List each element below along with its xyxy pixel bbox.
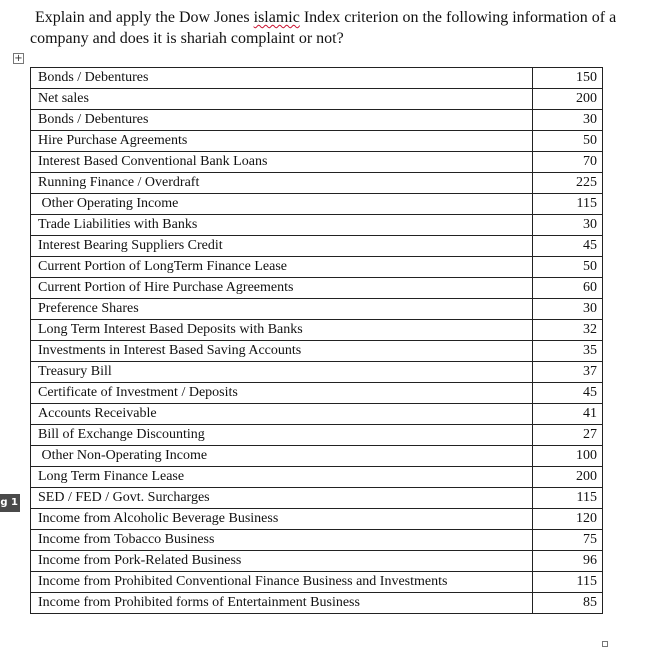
table-row: [31, 509, 603, 530]
table-row: [31, 110, 603, 131]
table-row: [31, 194, 603, 215]
row-label[interactable]: Income from Prohibited forms of Entertainment Business: [31, 593, 533, 614]
row-amount[interactable]: 45: [533, 383, 603, 404]
table-row: [31, 278, 603, 299]
row-label[interactable]: Other Non-Operating Income: [31, 446, 533, 467]
row-amount[interactable]: 85: [533, 593, 603, 614]
row-label[interactable]: Hire Purchase Agreements: [31, 131, 533, 152]
row-amount[interactable]: 200: [533, 467, 603, 488]
row-amount[interactable]: 75: [533, 530, 603, 551]
table-row: [31, 257, 603, 278]
question-after: Index criterion on the following information of a company and does it is shariah complaint or not?: [30, 9, 617, 47]
financial-table: [30, 67, 603, 614]
row-label[interactable]: Certificate of Investment / Deposits: [31, 383, 533, 404]
table-row: [31, 488, 603, 509]
table-row: [31, 173, 603, 194]
row-label[interactable]: Accounts Receivable: [31, 404, 533, 425]
table-row: [31, 551, 603, 572]
table-row: [31, 530, 603, 551]
row-label[interactable]: Interest Bearing Suppliers Credit: [31, 236, 533, 257]
row-label[interactable]: Income from Pork-Related Business: [31, 551, 533, 572]
row-label[interactable]: Long Term Finance Lease: [31, 467, 533, 488]
row-amount[interactable]: 30: [533, 299, 603, 320]
question-text: [30, 7, 660, 49]
row-amount[interactable]: 115: [533, 194, 603, 215]
table-row: [31, 131, 603, 152]
row-amount[interactable]: 120: [533, 509, 603, 530]
row-label[interactable]: Treasury Bill: [31, 362, 533, 383]
table-row: [31, 425, 603, 446]
row-label[interactable]: Current Portion of Hire Purchase Agreements: [31, 278, 533, 299]
margin-tag: g 1: [0, 494, 20, 512]
row-label[interactable]: Interest Based Conventional Bank Loans: [31, 152, 533, 173]
row-label[interactable]: Income from Tobacco Business: [31, 530, 533, 551]
table-row: [31, 89, 603, 110]
row-label[interactable]: Bonds / Debentures: [31, 68, 533, 89]
row-amount[interactable]: 225: [533, 173, 603, 194]
row-amount[interactable]: 96: [533, 551, 603, 572]
row-amount[interactable]: 60: [533, 278, 603, 299]
spell-flagged-word[interactable]: islamic: [253, 9, 300, 26]
question-before: Explain and apply the Dow Jones: [35, 9, 254, 26]
row-amount[interactable]: 32: [533, 320, 603, 341]
row-amount[interactable]: 115: [533, 488, 603, 509]
row-amount[interactable]: 200: [533, 89, 603, 110]
table-row: [31, 572, 603, 593]
row-label[interactable]: Trade Liabilities with Banks: [31, 215, 533, 236]
row-label[interactable]: Net sales: [31, 89, 533, 110]
row-label[interactable]: Income from Alcoholic Beverage Business: [31, 509, 533, 530]
table-row: [31, 593, 603, 614]
table-row: [31, 320, 603, 341]
row-amount[interactable]: 41: [533, 404, 603, 425]
row-amount[interactable]: 50: [533, 257, 603, 278]
table-resize-handle[interactable]: [602, 641, 608, 647]
table-row: [31, 152, 603, 173]
table-move-handle-icon[interactable]: +: [14, 53, 23, 64]
row-amount[interactable]: 150: [533, 68, 603, 89]
table-row: [31, 341, 603, 362]
table-row: [31, 299, 603, 320]
table-row: [31, 215, 603, 236]
row-label[interactable]: Running Finance / Overdraft: [31, 173, 533, 194]
row-label[interactable]: Long Term Interest Based Deposits with Banks: [31, 320, 533, 341]
row-label[interactable]: Bill of Exchange Discounting: [31, 425, 533, 446]
row-amount[interactable]: 30: [533, 110, 603, 131]
row-label[interactable]: Current Portion of LongTerm Finance Lease: [31, 257, 533, 278]
table-row: [31, 362, 603, 383]
row-amount[interactable]: 70: [533, 152, 603, 173]
row-amount[interactable]: 35: [533, 341, 603, 362]
table-row: [31, 467, 603, 488]
table-row: [31, 383, 603, 404]
row-amount[interactable]: 50: [533, 131, 603, 152]
table-row: [31, 236, 603, 257]
row-label[interactable]: Income from Prohibited Conventional Finance Business and Investments: [31, 572, 533, 593]
row-amount[interactable]: 100: [533, 446, 603, 467]
row-amount[interactable]: 115: [533, 572, 603, 593]
table-row: [31, 446, 603, 467]
row-label[interactable]: Investments in Interest Based Saving Accounts: [31, 341, 533, 362]
row-amount[interactable]: 37: [533, 362, 603, 383]
row-label[interactable]: Bonds / Debentures: [31, 110, 533, 131]
row-amount[interactable]: 45: [533, 236, 603, 257]
row-label[interactable]: Other Operating Income: [31, 194, 533, 215]
row-label[interactable]: SED / FED / Govt. Surcharges: [31, 488, 533, 509]
row-amount[interactable]: 27: [533, 425, 603, 446]
row-amount[interactable]: 30: [533, 215, 603, 236]
table-row: [31, 68, 603, 89]
row-label[interactable]: Preference Shares: [31, 299, 533, 320]
table-row: [31, 404, 603, 425]
